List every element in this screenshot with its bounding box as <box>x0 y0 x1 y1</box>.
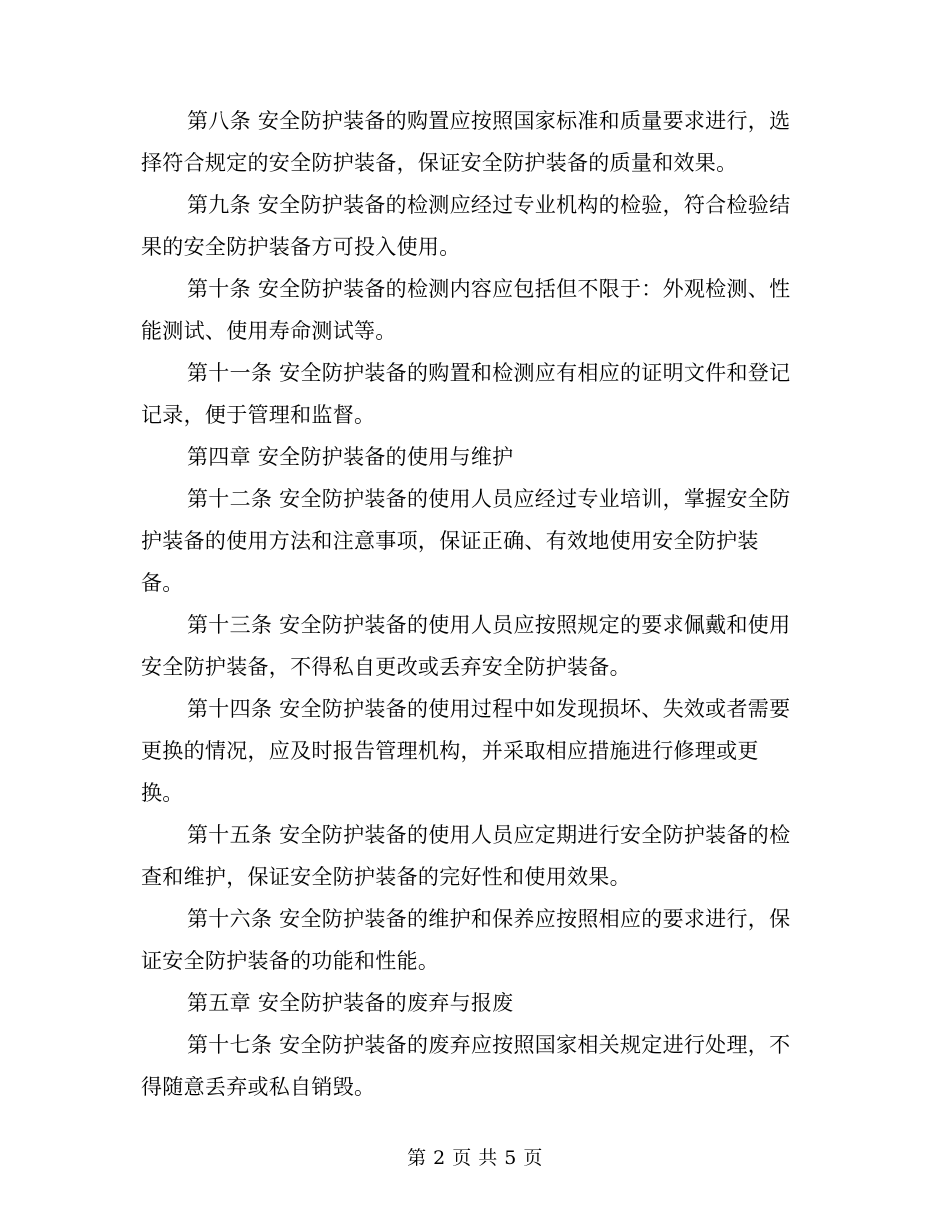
paragraph-line: 第四章 安全防护装备的使用与维护 <box>187 445 514 469</box>
paragraph-line: 第十六条 安全防护装备的维护和保养应按照相应的要求进行，保 <box>187 907 791 931</box>
paragraph <box>141 688 816 814</box>
paragraph-line: 第十三条 安全防护装备的使用人员应按照规定的要求佩戴和使用 <box>187 613 791 637</box>
paragraph <box>141 436 816 478</box>
page-footer <box>0 1143 950 1170</box>
document-body <box>141 100 816 1108</box>
paragraph-line: 更换的情况，应及时报告管理机构，并采取相应措施进行修理或更 <box>141 739 759 763</box>
paragraph-line: 第十一条 安全防护装备的购置和检测应有相应的证明文件和登记 <box>187 361 791 385</box>
paragraph-line: 得随意丢弃或私自销毁。 <box>141 1075 376 1099</box>
paragraph-line: 第五章 安全防护装备的废弃与报废 <box>187 991 514 1015</box>
paragraph-line: 证安全防护装备的功能和性能。 <box>141 949 440 973</box>
paragraph <box>141 352 816 436</box>
paragraph <box>141 100 816 184</box>
paragraph <box>141 1024 816 1108</box>
paragraph-line: 安全防护装备，不得私自更改或丢弃安全防护装备。 <box>141 655 631 679</box>
paragraph <box>141 604 816 688</box>
page-indicator: 第 2 页 共 5 页 <box>407 1147 543 1169</box>
paragraph <box>141 184 816 268</box>
paragraph <box>141 478 816 604</box>
paragraph-line: 择符合规定的安全防护装备，保证安全防护装备的质量和效果。 <box>141 151 738 175</box>
paragraph <box>141 898 816 982</box>
paragraph-line: 第十条 安全防护装备的检测内容应包括但不限于：外观检测、性 <box>187 277 791 301</box>
paragraph <box>141 268 816 352</box>
paragraph-line: 备。 <box>141 571 184 595</box>
paragraph-line: 第十二条 安全防护装备的使用人员应经过专业培训，掌握安全防 <box>187 487 791 511</box>
paragraph <box>141 982 816 1024</box>
paragraph-line: 第十五条 安全防护装备的使用人员应定期进行安全防护装备的检 <box>187 823 791 847</box>
paragraph <box>141 814 816 898</box>
paragraph-line: 第十七条 安全防护装备的废弃应按照国家相关规定进行处理，不 <box>187 1033 791 1057</box>
paragraph-line: 第十四条 安全防护装备的使用过程中如发现损坏、失效或者需要 <box>187 697 791 721</box>
paragraph-line: 第九条 安全防护装备的检测应经过专业机构的检验，符合检验结 <box>187 193 791 217</box>
paragraph-line: 查和维护，保证安全防护装备的完好性和使用效果。 <box>141 865 631 889</box>
paragraph-line: 果的安全防护装备方可投入使用。 <box>141 235 461 259</box>
paragraph-line: 第八条 安全防护装备的购置应按照国家标准和质量要求进行，选 <box>187 109 791 133</box>
paragraph-line: 能测试、使用寿命测试等。 <box>141 319 397 343</box>
paragraph-line: 护装备的使用方法和注意事项，保证正确、有效地使用安全防护装 <box>141 529 759 553</box>
paragraph-line: 记录，便于管理和监督。 <box>141 403 376 427</box>
paragraph-line: 换。 <box>141 781 184 805</box>
